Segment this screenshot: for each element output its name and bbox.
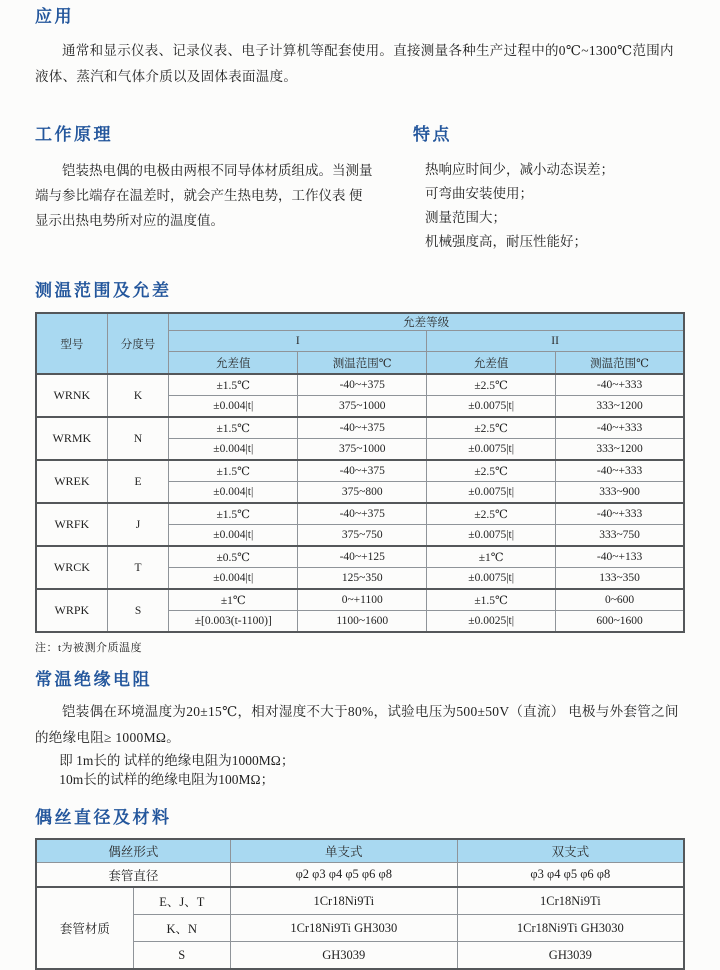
header-cell-temp-range: 测温范围℃ xyxy=(298,352,427,375)
cell-graduation: T xyxy=(107,546,169,589)
insulation-line: 即 1m长的 试样的绝缘电阻为1000MΩ； xyxy=(59,753,295,768)
table-row xyxy=(36,942,684,970)
cell-diameter-single: φ2 φ3 φ4 φ5 φ6 φ8 xyxy=(230,863,457,888)
cell: ±0.5℃ xyxy=(169,546,298,568)
header-cell-wire-form: 偶丝形式 xyxy=(36,839,230,863)
cell-diameter-label: 套管直径 xyxy=(36,863,230,888)
cell: ±0.0075|t| xyxy=(427,482,556,504)
cell: 0~+1100 xyxy=(298,589,427,611)
table-row xyxy=(36,503,684,525)
cell: 333~1200 xyxy=(556,396,684,418)
section-title-principle: 工作原理 xyxy=(35,125,113,144)
principle-column xyxy=(35,124,375,254)
cell-type: K、N xyxy=(133,915,230,942)
cell: ±0.004|t| xyxy=(169,396,298,418)
table-header-row xyxy=(36,839,684,863)
insulation-line: 10m长的试样的绝缘电阻为100MΩ； xyxy=(59,772,275,787)
cell-material-single: 1Cr18Ni9Ti GH3030 xyxy=(230,915,457,942)
feature-item: 热响应时间少，减小动态误差； xyxy=(425,162,614,177)
cell: -40~+375 xyxy=(298,503,427,525)
cell: 333~900 xyxy=(556,482,684,504)
section-title-wire: 偶丝直径及材料 xyxy=(35,808,172,827)
section-title-range-tolerance: 测温范围及允差 xyxy=(35,281,172,300)
section-title-insulation: 常温绝缘电阻 xyxy=(35,670,152,689)
cell: -40~+375 xyxy=(298,417,427,439)
table-row xyxy=(36,915,684,942)
cell: 0~600 xyxy=(556,589,684,611)
cell: ±0.0075|t| xyxy=(427,396,556,418)
cell: 1100~1600 xyxy=(298,611,427,633)
table-row xyxy=(36,374,684,396)
cell: -40~+333 xyxy=(556,460,684,482)
features-list xyxy=(413,158,685,254)
cell-material-double: GH3039 xyxy=(457,942,684,970)
cell: ±1.5℃ xyxy=(169,503,298,525)
cell-material-single: GH3039 xyxy=(230,942,457,970)
cell-material-label: 套管材质 xyxy=(36,887,133,969)
cell: ±2.5℃ xyxy=(427,374,556,396)
cell-type: S xyxy=(133,942,230,970)
cell: 333~750 xyxy=(556,525,684,547)
cell: 600~1600 xyxy=(556,611,684,633)
header-cell-graduation: 分度号 xyxy=(107,313,169,374)
cell: ±0.0075|t| xyxy=(427,525,556,547)
cell: 375~1000 xyxy=(298,396,427,418)
cell: ±0.004|t| xyxy=(169,482,298,504)
cell: ±1.5℃ xyxy=(169,460,298,482)
insulation-paragraph: 铠装偶在环境温度为20±15℃，相对湿度不大于80%，试验电压为500±50V（直流） 电极与外套管之间的绝缘电阻≥ 1000MΩ。 xyxy=(35,704,679,745)
section-title-application: 应用 xyxy=(35,7,74,26)
cell-type: E、J、T xyxy=(133,887,230,915)
header-cell-tol-value: 允差值 xyxy=(169,352,298,375)
principle-paragraph: 铠装热电偶的电极由两根不同导体材质组成。当测量端与参比端存在温差时，就会产生热电势，工作仪表 便显示出热电势所对应的温度值。 xyxy=(35,163,373,228)
header-cell-model: 型号 xyxy=(36,313,107,374)
cell-model: WRMK xyxy=(36,417,107,460)
section-title-features: 特点 xyxy=(413,125,452,144)
cell: ±2.5℃ xyxy=(427,503,556,525)
cell-material-double: 1Cr18Ni9Ti GH3030 xyxy=(457,915,684,942)
table-row xyxy=(36,589,684,611)
cell: -40~+333 xyxy=(556,503,684,525)
cell: 133~350 xyxy=(556,568,684,590)
cell-graduation: K xyxy=(107,374,169,417)
cell-model: WREK xyxy=(36,460,107,503)
cell-graduation: E xyxy=(107,460,169,503)
cell: ±1℃ xyxy=(427,546,556,568)
header-cell-tol-value: 允差值 xyxy=(427,352,556,375)
cell: ±0.0075|t| xyxy=(427,439,556,461)
header-cell-grade1: I xyxy=(169,331,427,352)
table-row xyxy=(36,887,684,915)
cell-model: WRFK xyxy=(36,503,107,546)
cell: ±2.5℃ xyxy=(427,460,556,482)
table-header-row xyxy=(36,313,684,331)
cell-graduation: N xyxy=(107,417,169,460)
cell: 125~350 xyxy=(298,568,427,590)
cell-diameter-double: φ3 φ4 φ5 φ6 φ8 xyxy=(457,863,684,888)
cell: ±0.004|t| xyxy=(169,525,298,547)
cell: 333~1200 xyxy=(556,439,684,461)
tolerance-table xyxy=(35,312,685,633)
cell: 375~1000 xyxy=(298,439,427,461)
header-cell-single: 单支式 xyxy=(230,839,457,863)
header-cell-grade: 允差等级 xyxy=(169,313,684,331)
cell: 375~800 xyxy=(298,482,427,504)
cell: -40~+133 xyxy=(556,546,684,568)
header-cell-grade2: II xyxy=(427,331,684,352)
application-paragraph: 通常和显示仪表、记录仪表、电子计算机等配套使用。直接测量各种生产过程中的0℃~1300℃范围内液体、蒸汽和气体介质以及固体表面温度。 xyxy=(35,43,674,84)
table-row xyxy=(36,863,684,888)
cell: ±1.5℃ xyxy=(169,374,298,396)
feature-item: 可弯曲安装使用； xyxy=(425,186,533,201)
cell: ±0.004|t| xyxy=(169,568,298,590)
cell: -40~+375 xyxy=(298,460,427,482)
table-row xyxy=(36,460,684,482)
cell: ±[0.003(t-1100)] xyxy=(169,611,298,633)
feature-item: 机械强度高，耐压性能好； xyxy=(425,234,587,249)
cell: ±0.004|t| xyxy=(169,439,298,461)
cell-graduation: J xyxy=(107,503,169,546)
cell: 375~750 xyxy=(298,525,427,547)
table-row xyxy=(36,417,684,439)
header-cell-double: 双支式 xyxy=(457,839,684,863)
cell: -40~+333 xyxy=(556,374,684,396)
cell: ±1.5℃ xyxy=(427,589,556,611)
principle-features-row xyxy=(35,124,685,254)
cell: -40~+375 xyxy=(298,374,427,396)
table-row xyxy=(36,546,684,568)
cell-graduation: S xyxy=(107,589,169,632)
cell: ±0.0075|t| xyxy=(427,568,556,590)
header-cell-temp-range: 测温范围℃ xyxy=(556,352,684,375)
cell: -40~+125 xyxy=(298,546,427,568)
cell-model: WRNK xyxy=(36,374,107,417)
cell-model: WRCK xyxy=(36,546,107,589)
cell-model: WRPK xyxy=(36,589,107,632)
features-column xyxy=(413,124,685,254)
feature-item: 测量范围大； xyxy=(425,210,506,225)
cell: -40~+333 xyxy=(556,417,684,439)
cell: ±1℃ xyxy=(169,589,298,611)
cell: ±2.5℃ xyxy=(427,417,556,439)
table-footnote: 注：t为被测介质温度 xyxy=(35,642,143,654)
cell-material-single: 1Cr18Ni9Ti xyxy=(230,887,457,915)
wire-table xyxy=(35,838,685,970)
cell: ±0.0025|t| xyxy=(427,611,556,633)
cell: ±1.5℃ xyxy=(169,417,298,439)
cell-material-double: 1Cr18Ni9Ti xyxy=(457,887,684,915)
